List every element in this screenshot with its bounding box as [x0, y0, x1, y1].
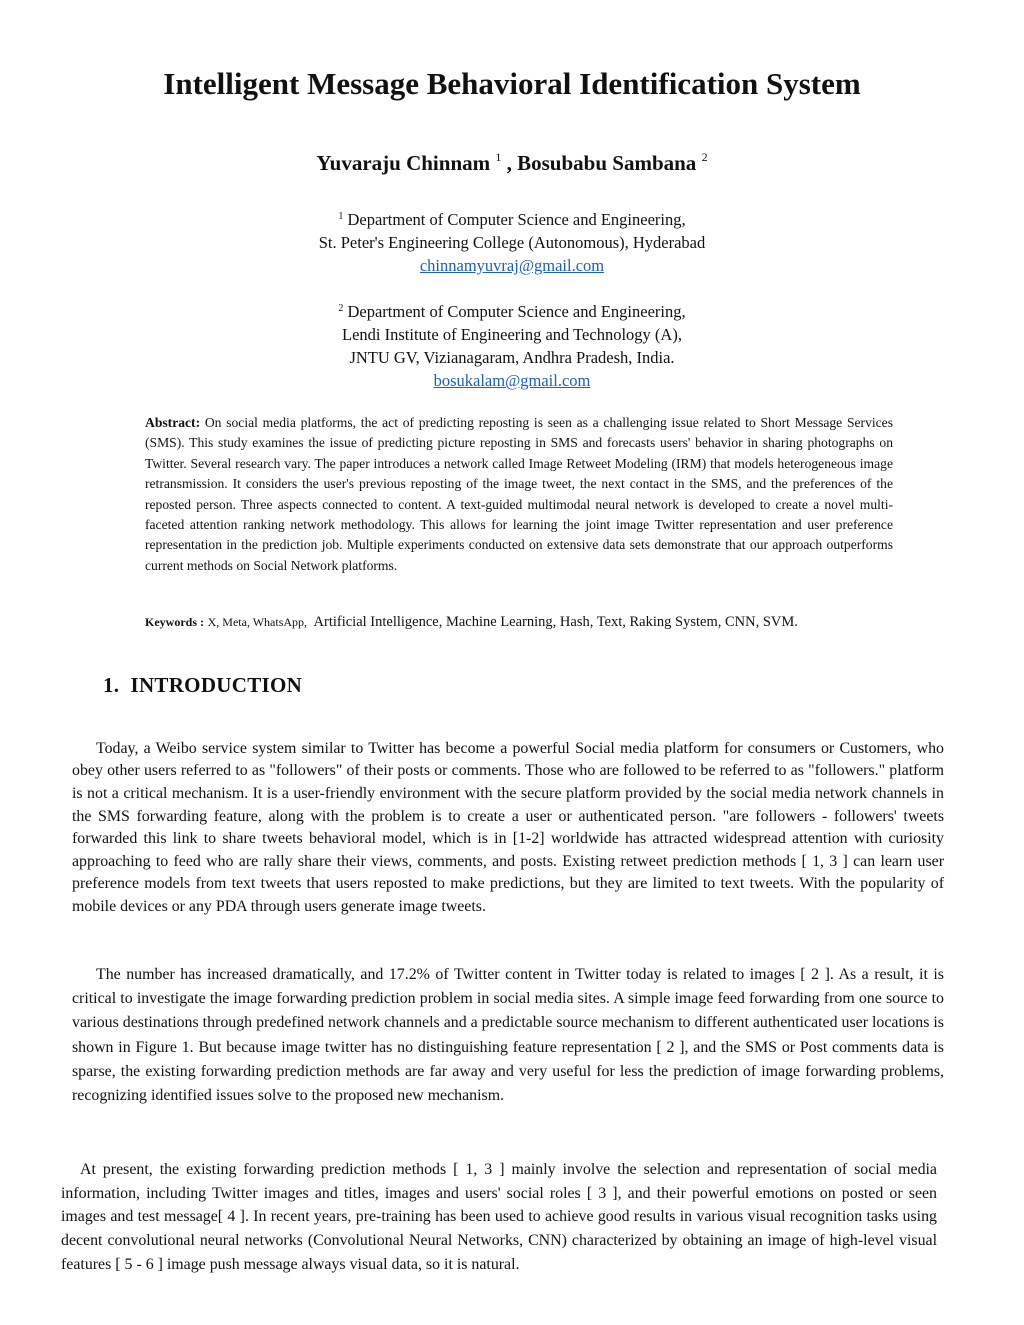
section-heading [103, 673, 302, 698]
affiliation-1 [0, 205, 1024, 277]
body-paragraph: The number has increased dramatically, and 17.2% of Twitter content in Twitter today is related to images [ 2 ]. As a result, it is critical to investigate the image forwarding prediction problem in social media sites. A simple image feed forwarding from one source to various destinations through predefined network channels and a predictable source mechanism to different authenticated user locations is shown in Figure 1. But because image twitter has no distinguishing feature representation [ 2 ], and the SMS or Post comments data is sparse, the existing forwarding prediction methods are far away and very useful for less the prediction of image forwarding problems, recognizing identified issues solve to the proposed new mechanism. [72, 965, 944, 1104]
author-name: Yuvaraju Chinnam [316, 151, 491, 175]
author-affiliation-marker: 2 [701, 150, 708, 164]
affiliation-line: Department of Computer Science and Engineering, [347, 302, 686, 321]
email-link[interactable]: chinnamyuvraj@gmail.com [419, 256, 605, 275]
email-link[interactable]: bosukalam@gmail.com [433, 371, 591, 390]
affiliation-2 [0, 297, 1024, 392]
keywords-text: Artificial Intelligence, Machine Learning, Hash, Text, Raking System, CNN, SVM. [313, 614, 798, 630]
affiliation-marker: 2 [338, 303, 344, 314]
author-affiliation-marker: 1 [495, 150, 502, 164]
keywords [145, 614, 905, 631]
abstract-text: On social media platforms, the act of predicting reposting is seen as a challenging issue related to Short Message Services (SMS). This study examines the issue of predicting picture reposting in SMS and forecasts users' behavior in sharing photographs on Twitter. Several research vary. The paper introduces a network called Image Retweet Modeling (IRM) that models heterogeneous image retransmission. It considers the user's previous reposting of the image tweet, the next contact in the SMS, and the preferences of the reposted person. Three aspects connected to content. A text-guided multimodal neural network is developed to create a novel multi-faceted attention ranking network methodology. This allows for learning the joint image Twitter representation and user preference representation in the prediction job. Multiple experiments conducted on extensive data sets demonstrate that our approach outperforms current methods on Social Network platforms. [145, 415, 893, 573]
affiliation-line: Lendi Institute of Engineering and Technology (A), [342, 325, 682, 344]
author-list [0, 150, 1024, 176]
affiliation-line: St. Peter's Engineering College (Autonomous), Hyderabad [318, 233, 706, 252]
keywords-label: Keywords : [145, 615, 204, 629]
abstract [145, 413, 893, 576]
affiliation-marker: 1 [338, 211, 344, 222]
abstract-label: Abstract: [145, 415, 201, 430]
paper-title: Intelligent Message Behavioral Identification System [163, 66, 861, 101]
section-number: 1. [103, 673, 120, 697]
author-separator: , [506, 151, 512, 175]
keywords-small-text: X, Meta, WhatsApp, [207, 615, 308, 629]
affiliation-line: JNTU GV, Vizianagaram, Andhra Pradesh, India. [349, 348, 675, 367]
section-title: INTRODUCTION [130, 673, 303, 697]
author-name: Bosubabu Sambana [517, 151, 697, 175]
affiliation-line: Department of Computer Science and Engineering, [347, 210, 686, 229]
body-paragraph: At present, the existing forwarding prediction methods [ 1, 3 ] mainly involve the selection and representation of social media information, including Twitter images and titles, images and users' social roles [ 3 ], and their powerful emotions on posted or seen images and test message[ 4 ]. In recent years, pre-training has been used to achieve good results in various visual recognition tasks using decent convolutional neural networks (Convolutional Neural Networks, CNN) characterized by obtaining an image of high-level visual features [ 5 - 6 ] image push message always visual data, so it is natural. [61, 1160, 937, 1274]
body-paragraph: Today, a Weibo service system similar to Twitter has become a powerful Social media platform for consumers or Customers, who obey other users referred to as "followers" of their posts or comments. Those who are followed to be referred to as "followers." platform is not a critical mechanism. It is a user-friendly environment with the secure platform provided by the social media network channels in the SMS forwarding feature, along with the problem is to create a user or authenticated person. "are followers - followers' tweets forwarded this link to share tweets behavioral model, which is in [1-2] worldwide has attracted widespread attention with curiosity approaching to feed who are rally share their views, comments, and posts. Existing retweet prediction methods [ 1, 3 ] can learn user preference models from text tweets that users reposted to make predictions, but they are limited to text tweets. With the popularity of mobile devices or any PDA through users generate image tweets. [72, 739, 944, 916]
